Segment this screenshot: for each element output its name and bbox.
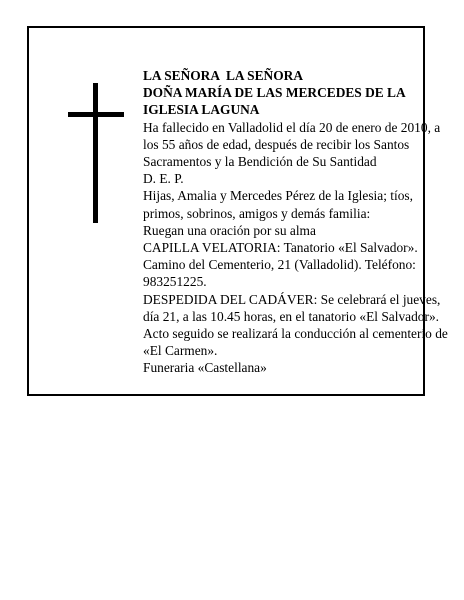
- farewell-info: DESPEDIDA DEL CADÁVER: Se celebrará el jueves, día 21, a las 10.45 horas, en el tanatorio «El Salvador». Acto seguido se realizará la conducción al cementerio de «El Carmen».: [143, 291, 448, 359]
- family-line: Hijas, Amalia y Mercedes Pérez de la Iglesia; tíos, primos, sobrinos, amigos y demás familia:: [143, 188, 413, 221]
- wake-chapel-info: CAPILLA VELATORIA: Tanatorio «El Salvador». Camino del Cementerio, 21 (Valladolid). Teléfono: 983251225.: [143, 240, 418, 290]
- obituary-notice-frame: [27, 26, 448, 396]
- cross-vertical-bar: [93, 83, 98, 223]
- obituary-text: [143, 67, 449, 377]
- deceased-name: DOÑA MARÍA DE LAS MERCEDES DE LA IGLESIA LAGUNA: [143, 85, 405, 118]
- funeral-home: Funeraria «Castellana»: [143, 360, 267, 376]
- rip-line: D. E. P.: [143, 171, 184, 187]
- death-info: Ha fallecido en Valladolid el día 20 de enero de 2010, a los 55 años de edad, después de recibir los Santos Sacramentos y la Bendición de Su Santidad: [143, 119, 441, 170]
- cross-horizontal-bar: [68, 112, 124, 117]
- notice-title-line1: LA SEÑORA LA SEÑORA: [143, 68, 303, 83]
- prayer-request: Ruegan una oración por su alma: [143, 222, 316, 238]
